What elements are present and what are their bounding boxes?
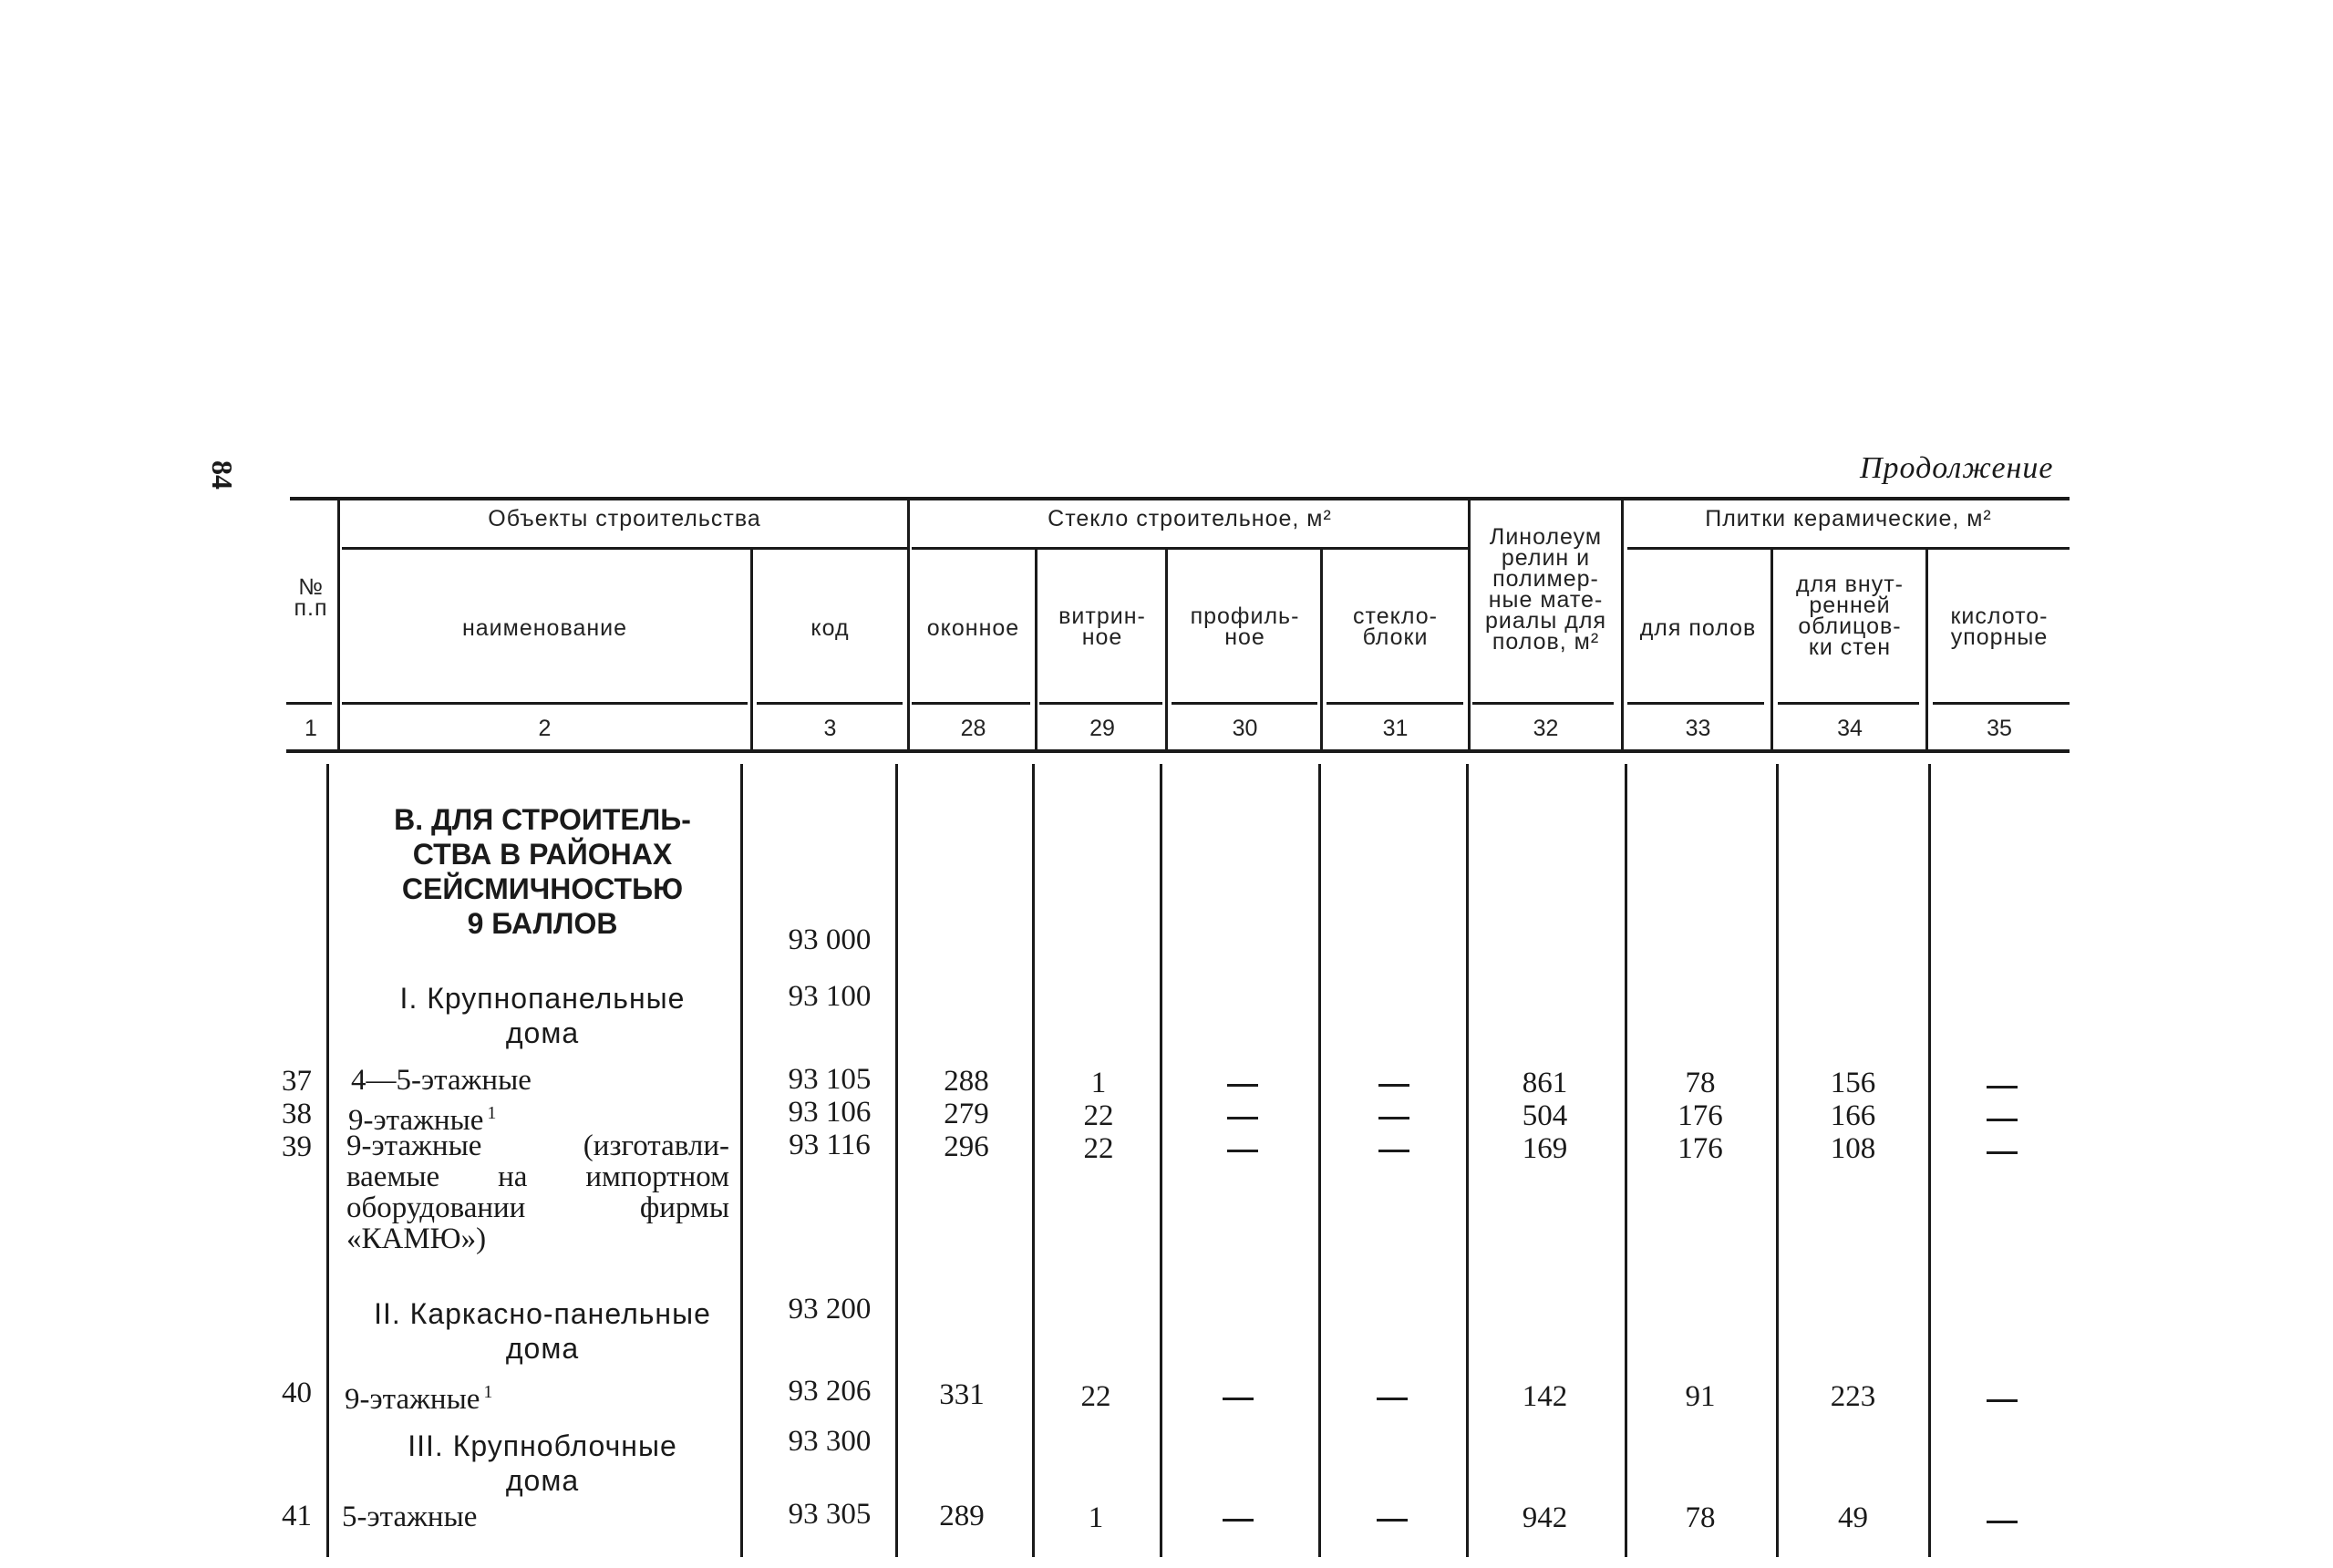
group-header-objects: Объекты строительства xyxy=(488,506,761,531)
cell-floor: 78 xyxy=(1685,1067,1716,1099)
dash-mark xyxy=(1378,1084,1409,1087)
row-code: 93 206 xyxy=(788,1375,872,1408)
group-header-glass: Стекло строительное, м² xyxy=(1048,506,1332,531)
row-code: 93 105 xyxy=(788,1063,872,1096)
dash-mark xyxy=(1227,1150,1258,1152)
cell-linoleum: 861 xyxy=(1522,1067,1568,1099)
dash-mark xyxy=(1378,1150,1409,1152)
cell-linoleum: 142 xyxy=(1522,1380,1568,1413)
dash-mark xyxy=(1987,1521,2018,1523)
cell-window: 289 xyxy=(939,1500,985,1532)
cell-blocks xyxy=(1320,1501,1464,1534)
cell-blocks xyxy=(1320,1380,1464,1413)
cell-linoleum: 169 xyxy=(1522,1132,1568,1165)
col-header-wall: для внут- ренней облицов- ки стен xyxy=(1795,572,1905,660)
cell-window: 279 xyxy=(944,1098,989,1130)
cell-wall: 108 xyxy=(1830,1132,1876,1165)
cell-acid xyxy=(1931,1134,2072,1167)
col-header-code: код xyxy=(810,615,850,641)
group-title: I. Крупнопанельные дома xyxy=(399,982,686,1049)
cell-wall: 166 xyxy=(1830,1099,1876,1132)
row-code: 93 106 xyxy=(788,1096,872,1129)
dash-mark xyxy=(1987,1086,2018,1088)
cell-showcase: 22 xyxy=(1080,1380,1111,1413)
row-number: 38 xyxy=(282,1098,312,1130)
group-code: 93 200 xyxy=(788,1293,872,1326)
row-code: 93 116 xyxy=(789,1129,871,1161)
col-header-acid: кислото- упорные xyxy=(1950,603,2049,650)
col-header-name: наименование xyxy=(461,615,628,641)
dash-mark xyxy=(1987,1119,2018,1121)
cell-showcase: 22 xyxy=(1083,1099,1114,1132)
column-number: 29 xyxy=(1089,716,1115,741)
cell-profile xyxy=(1162,1380,1313,1413)
col-header-blocks: стекло- блоки xyxy=(1353,603,1438,650)
column-number: 32 xyxy=(1533,716,1559,741)
dash-mark xyxy=(1377,1519,1408,1522)
cell-wall: 223 xyxy=(1830,1380,1876,1413)
cell-acid xyxy=(1931,1101,2072,1134)
col-header-floor: для полов xyxy=(1639,615,1757,641)
cell-showcase: 1 xyxy=(1088,1501,1104,1534)
column-number: 2 xyxy=(538,716,552,741)
section-code: 93 000 xyxy=(788,923,872,956)
cell-floor: 78 xyxy=(1685,1501,1716,1534)
dash-mark xyxy=(1227,1117,1258,1119)
cell-window: 288 xyxy=(944,1065,989,1098)
cell-blocks xyxy=(1322,1132,1466,1165)
group-header-tiles: Плитки керамические, м² xyxy=(1705,506,1992,531)
cell-acid xyxy=(1931,1503,2072,1536)
dash-mark xyxy=(1987,1399,2018,1402)
cell-profile xyxy=(1162,1501,1313,1534)
col-header-showcase: витрин- ное xyxy=(1058,603,1146,650)
dash-mark xyxy=(1987,1151,2018,1154)
dash-mark xyxy=(1223,1398,1254,1400)
row-name: 9-этажные (изготавли- ваемые на импортном оборудовании фирмы «КАМЮ») xyxy=(346,1130,729,1255)
row-number: 37 xyxy=(282,1065,312,1098)
cell-showcase: 22 xyxy=(1083,1132,1114,1165)
group-title: II. Каркасно-панельные дома xyxy=(374,1297,711,1365)
column-number: 35 xyxy=(1987,716,2012,741)
dash-mark xyxy=(1378,1117,1409,1119)
row-name: 9-этажные $^1$ xyxy=(348,1103,497,1137)
cell-linoleum: 504 xyxy=(1522,1099,1568,1132)
row-name: 4—5-этажные xyxy=(351,1064,532,1097)
column-number: 31 xyxy=(1382,716,1409,741)
column-number: 30 xyxy=(1232,716,1258,741)
cell-profile xyxy=(1167,1132,1317,1165)
col-header-linoleum: Линолеум релин и полимер- ные мате- риалы для полов, м² xyxy=(1485,524,1606,655)
cell-floor: 176 xyxy=(1677,1132,1723,1165)
cell-linoleum: 942 xyxy=(1522,1501,1568,1534)
column-number: 33 xyxy=(1685,716,1711,741)
cell-window: 296 xyxy=(944,1130,989,1163)
row-name: 5-этажные xyxy=(342,1501,478,1533)
cell-floor: 91 xyxy=(1685,1380,1716,1413)
group-code: 93 300 xyxy=(788,1425,872,1458)
group-title: III. Крупноблочные дома xyxy=(408,1429,677,1497)
col-header-window: оконное xyxy=(926,615,1020,641)
dash-mark xyxy=(1377,1398,1408,1400)
row-number: 39 xyxy=(282,1130,312,1163)
dash-mark xyxy=(1227,1084,1258,1087)
column-number: 1 xyxy=(305,716,317,741)
column-number: 28 xyxy=(960,716,986,741)
row-code: 93 305 xyxy=(788,1498,872,1531)
cell-floor: 176 xyxy=(1677,1099,1723,1132)
row-name: 9-этажные $^1$ xyxy=(345,1382,493,1416)
cell-window: 331 xyxy=(939,1378,985,1411)
cell-blocks xyxy=(1322,1067,1466,1099)
column-number: 3 xyxy=(823,716,837,741)
cell-acid xyxy=(1931,1382,2072,1415)
dash-mark xyxy=(1223,1519,1254,1522)
cell-profile xyxy=(1167,1099,1317,1132)
col-header-profile: профиль- ное xyxy=(1190,603,1300,650)
page-number: 84 xyxy=(206,460,239,490)
section-title: В. ДЛЯ СТРОИТЕЛЬ- СТВА В РАЙОНАХ СЕЙСМИЧНОСТЬЮ 9 БАЛЛОВ xyxy=(394,803,691,940)
cell-wall: 156 xyxy=(1830,1067,1876,1099)
cell-profile xyxy=(1167,1067,1317,1099)
cell-acid xyxy=(1931,1068,2072,1101)
column-number: 34 xyxy=(1837,716,1863,741)
continuation-label: Продолжение xyxy=(1860,451,2054,485)
row-number: 41 xyxy=(282,1500,312,1532)
col-header-no: № п.п xyxy=(294,574,328,621)
row-number: 40 xyxy=(282,1377,312,1409)
group-code: 93 100 xyxy=(788,980,872,1013)
cell-wall: 49 xyxy=(1838,1501,1868,1534)
cell-showcase: 1 xyxy=(1090,1067,1107,1099)
cell-blocks xyxy=(1322,1099,1466,1132)
